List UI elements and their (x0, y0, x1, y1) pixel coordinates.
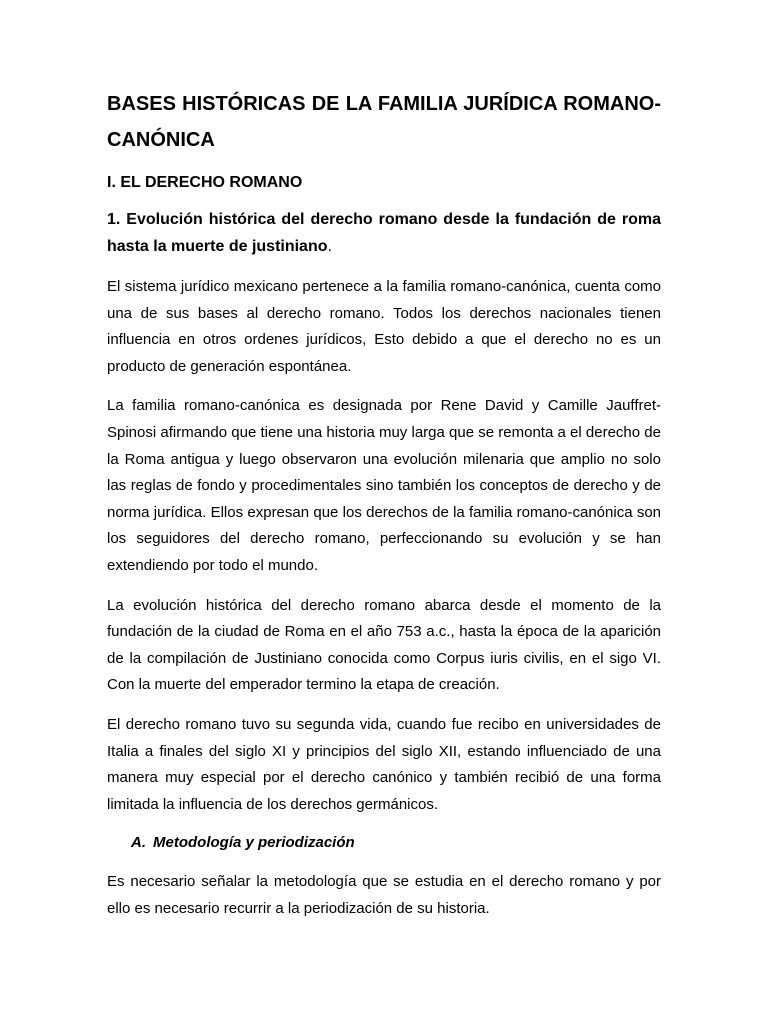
paragraph-familia-romano-canonica: La familia romano-canónica es designada por Rene David y Camille Jauffret-Spinosi afirmando que tiene una historia muy larga que se remonta a el derecho de la Roma antigua y luego observaron una evolución milenaria que amplio no solo las reglas de fondo y procedimentales sino también los conceptos de derecho y de norma jurídica. Ellos expresan que los derechos de la familia romano-canónica son los seguidores del derecho romano, perfeccionando su evolución y se han extendiendo por todo el mundo. (107, 397, 661, 574)
subsection-heading (107, 207, 661, 260)
paragraph-segunda-vida: El derecho romano tuvo su segunda vida, cuando fue recibo en universidades de Italia a finales del siglo XI y principios del siglo XII, estando influenciado de una manera muy especial por el derecho canónico y también recibió de una forma limitada la influencia de los derechos germánicos. (107, 715, 661, 813)
document-page (107, 86, 661, 922)
section-heading: I. EL DERECHO ROMANO (107, 174, 303, 191)
paragraph-evolucion-historica: La evolución histórica del derecho romano abarca desde el momento de la fundación de la ciudad de Roma en el año 753 a.c., hasta la época de la aparición de la compilación de Justiniano conocida como Corpus iuris civilis, en el sigo VI. Con la muerte del emperador termino la etapa de creación. (107, 596, 661, 694)
subheading-text: Metodología y periodización (153, 834, 355, 852)
subheading-metodologia (131, 830, 661, 856)
document-title: BASES HISTÓRICAS DE LA FAMILIA JURÍDICA ROMANO-CANÓNICA (107, 93, 661, 151)
paragraph-metodologia: Es necesario señalar la metodología que se estudia en el derecho romano y por ello es necesario recurrir a la periodización de su historia. (107, 873, 661, 917)
subheading-marker: A. (131, 834, 146, 852)
subsection-heading-text: 1. Evolución histórica del derecho romano desde la fundación de roma hasta la muerte de justiniano (107, 211, 661, 255)
paragraph-sistema-juridico: El sistema jurídico mexicano pertenece a la familia romano-canónica, cuenta como una de sus bases al derecho romano. Todos los derechos nacionales tienen influencia en otros ordenes jurídicos, Esto debido a que el derecho no es un producto de generación espontánea. (107, 278, 661, 375)
subsection-heading-period: . (327, 237, 332, 255)
